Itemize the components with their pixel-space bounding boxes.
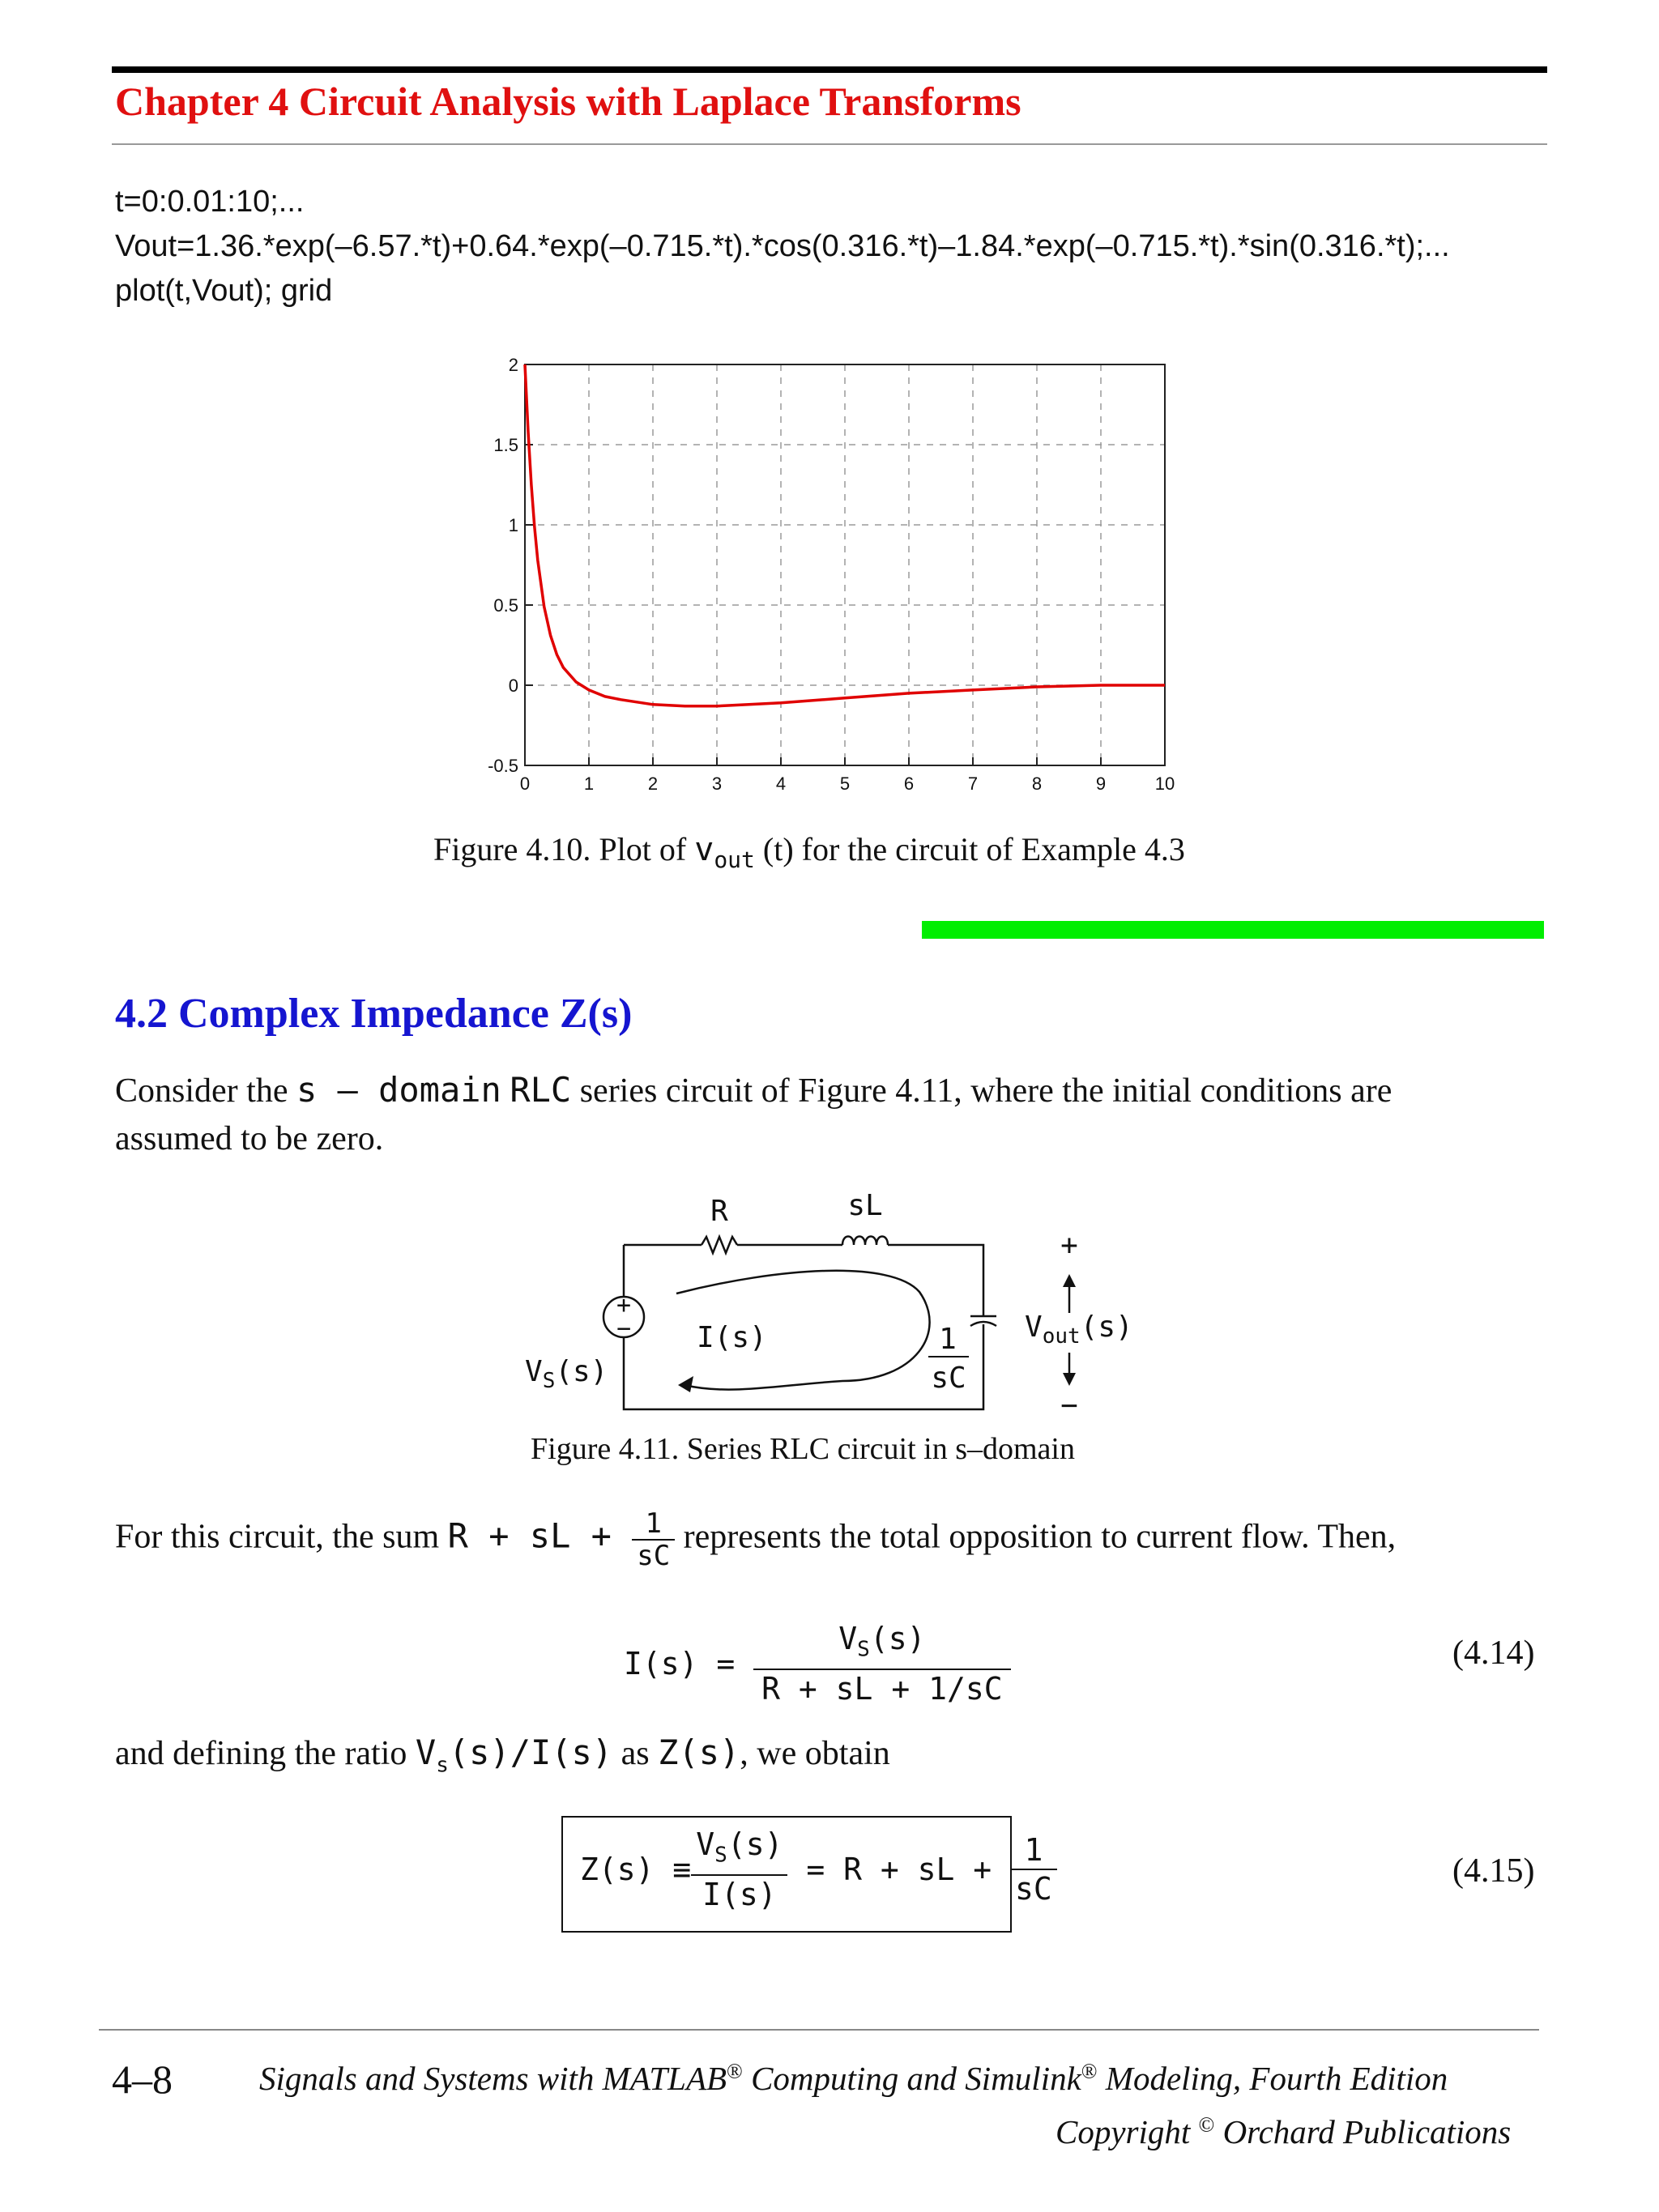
- resistor-symbol: [702, 1237, 737, 1253]
- paragraph-line-1: Consider the s – domain RLC series circuit of Figure 4.11, where the initial conditions are: [115, 1070, 1392, 1110]
- source-label: $V_S(s)$: [525, 1355, 608, 1393]
- x-tick-label: 9: [1095, 774, 1107, 794]
- figure-4-10-caption: Figure 4.10. Plot of $v_{out}$ (t) for the circuit of Example 4.3: [433, 831, 1185, 873]
- section-heading: 4.2 Complex Impedance Z(s): [115, 991, 633, 1037]
- source-minus-sign: −: [616, 1315, 632, 1343]
- resistor-label: R: [710, 1195, 728, 1228]
- x-tick-label: 8: [1031, 774, 1043, 794]
- footer-divider: [99, 2029, 1539, 2031]
- capacitor-label-num: 1: [939, 1323, 957, 1356]
- x-tick-label: 2: [647, 774, 659, 794]
- chapter-title: Chapter 4 Circuit Analysis with Laplace Transforms: [115, 79, 1021, 124]
- source-plus-sign: +: [616, 1291, 632, 1319]
- vout-down-arrowhead: [1063, 1373, 1076, 1386]
- vout-up-arrowhead: [1063, 1274, 1076, 1287]
- x-tick-label: 1: [583, 774, 595, 794]
- page-number: 4–8: [112, 2056, 173, 2102]
- x-tick-label: 0: [519, 774, 531, 794]
- header-divider: [112, 143, 1547, 145]
- x-tick-label: 6: [903, 774, 915, 794]
- equation-4-15-number: (4.15): [1452, 1852, 1535, 1890]
- code-line: plot(t,Vout); grid: [115, 274, 333, 308]
- copyright-line: Copyright © Orchard Publications: [1056, 2112, 1512, 2150]
- chart-tick-labels: [488, 355, 1175, 794]
- y-tick-label: 2: [508, 355, 518, 375]
- equation-4-14-number: (4.14): [1452, 1634, 1535, 1672]
- vout-label: $V_{out}(s)$: [1025, 1311, 1133, 1349]
- x-tick-label: 4: [775, 774, 787, 794]
- paragraph-opposition: For this circuit, the sum R + sL + $\frac{1}{sC}$ represents the total opposition to current flow. Then,: [115, 1507, 1397, 1572]
- current-label: I(s): [697, 1321, 767, 1354]
- equation-4-15: Z(s) ≡ $\frac{V_S(s)}{I(s)}$ = R + sL + $\frac{1}{sC}$: [580, 1826, 1057, 1913]
- y-tick-label: 0.5: [493, 595, 518, 616]
- figure-4-11-caption: Figure 4.11. Series RLC circuit in s–domain: [531, 1432, 1075, 1466]
- vout-minus-label: −: [1060, 1389, 1078, 1421]
- x-tick-label: 10: [1154, 774, 1175, 794]
- paragraph-line-2: assumed to be zero.: [115, 1120, 384, 1157]
- y-tick-label: 0: [508, 676, 518, 696]
- highlight-bar: [922, 921, 1544, 939]
- vout-plot: [454, 348, 1183, 802]
- vout-plus-label: +: [1060, 1229, 1078, 1262]
- rlc-circuit-diagram: [510, 1178, 1158, 1421]
- x-tick-label: 5: [839, 774, 851, 794]
- x-tick-label: 3: [711, 774, 723, 794]
- inductor-label: sL: [847, 1189, 883, 1222]
- book-title: Signals and Systems with MATLAB® Computing and Simulink® Modeling, Fourth Edition: [259, 2059, 1448, 2097]
- chart-grid: [525, 364, 1165, 765]
- inductor-symbol: [842, 1237, 888, 1246]
- y-tick-label: 1.5: [493, 435, 518, 455]
- y-tick-label: -0.5: [488, 756, 518, 776]
- paragraph-ratio: and defining the ratio $V_s(s)∕I(s)$ as Z(s), we obtain: [115, 1733, 890, 1778]
- capacitor-label-den: sC: [931, 1362, 966, 1395]
- y-tick-label: 1: [508, 515, 518, 535]
- equation-4-14: I(s) = $\frac{V_S(s)}{R + sL + 1∕sC}$: [624, 1620, 1011, 1707]
- matlab-code: [115, 180, 1450, 313]
- code-line: Vout=1.36.*exp(–6.57.*t)+0.64.*exp(–0.715.*t).*cos(0.316.*t)–1.84.*exp(–0.715.*t).*sin(0.316.*t);...: [115, 229, 1450, 263]
- code-line: t=0:0.01:10;...: [115, 185, 305, 219]
- wire-right-bottom: [624, 1324, 983, 1409]
- current-arrowhead: [678, 1376, 693, 1392]
- x-tick-label: 7: [967, 774, 979, 794]
- header-top-rule: [112, 66, 1547, 73]
